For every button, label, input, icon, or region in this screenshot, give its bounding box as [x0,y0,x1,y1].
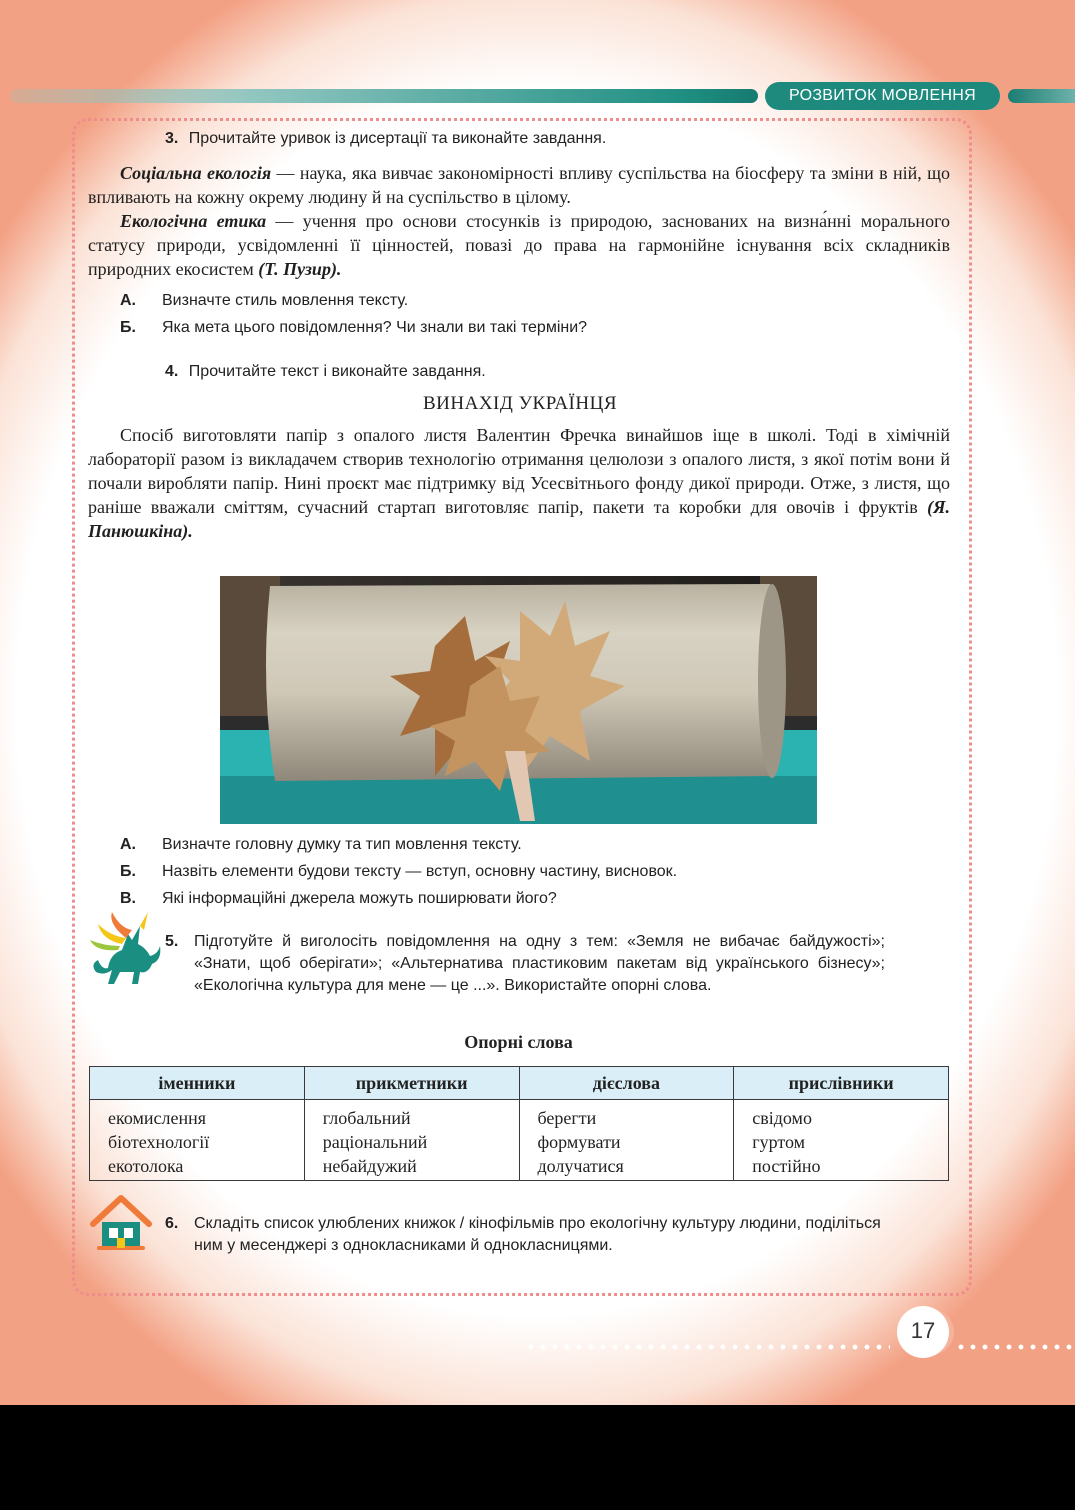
support-words-title: Опорні слова [464,1032,573,1052]
task4-title-text: Прочитайте текст і виконайте завдання. [188,363,486,380]
header-verbs: дієслова [519,1067,734,1100]
header-adjectives: прикметники [304,1067,519,1100]
task4-item-c: В. Які інформаційні джерела можуть поширювати його? [120,890,557,907]
task3-number: 3. [165,130,179,147]
home-icon [89,1194,153,1252]
task5 [165,931,885,997]
text-heading: ВИНАХІД УКРАЇНЦЯ [422,393,618,414]
task3-title-text: Прочитайте уривок із дисертації та виконайте завдання. [188,130,607,147]
task5-number: 5. [165,933,179,950]
definition-ecological-ethics: Екологічна етика — учення про основи стосунків із природою, заснованих на визна́нні морального статусу природи, усвідомленні її цінностей, повазі до права на гармонійне існування всіх складників природних екосистем (Т. Пузир). [88,211,951,279]
footer-dots-left [525,1343,890,1351]
page-number: 17 [897,1306,949,1358]
task4-title [165,362,486,382]
header-adverbs: прислівники [734,1067,949,1100]
footer-dots-right [955,1343,1075,1351]
header-bar [10,89,758,103]
photo-illustration [220,576,817,824]
header-nouns: іменники [90,1067,305,1100]
task3-definitions [88,161,950,281]
verbs-cell: берегти формувати долучатися [519,1100,734,1181]
header-bar-right [1008,89,1075,103]
task3-item-b: Б. Яка мета цього повідомлення? Чи знали ви такі терміни? [120,319,588,336]
task5-text: Підготуйте й виголосіть повідомлення на одну з тем: «Земля не вибачає байдужості»; «Знати, щоб оберігати»; «Альтернатива пластиковим пакетам від українського бізнесу»; «Екологічна культура для мене — це ...». Використайте опорні слова. [194,933,885,994]
task3-item-a: А. Визначте стиль мовлення тексту. [120,292,409,309]
nouns-cell: екомислення біотехнології екотолока [90,1100,305,1181]
unicorn-icon [88,910,163,990]
task4-item-a: А. Визначте головну думку та тип мовлення тексту. [120,836,522,853]
task6-number: 6. [165,1215,179,1232]
adverbs-cell: свідомо гуртом постійно [734,1100,949,1181]
paper-roll-leaves-photo [220,576,817,824]
task3-title [165,129,606,149]
task4-number: 4. [165,363,179,380]
support-words-table [89,1066,949,1181]
task4-item-b: Б. Назвіть елементи будови тексту — вступ, основну частину, висновок. [120,863,678,880]
task6-text: Складіть список улюблених книжок / кінофільмів про екологічну культуру людини, поділіться ним у месенджері з однокласниками й однокласницями. [194,1215,881,1254]
task6 [165,1213,885,1257]
definition-social-ecology: Соціальна екологія — наука, яка вивчає закономірності впливу суспільства на біосферу та зміни в ній, що впливають на кожну окрему людину й на суспільство в цілому. [88,163,951,207]
section-label: РОЗВИТОК МОВЛЕННЯ [765,82,1000,110]
task4-text: Спосіб виготовляти папір з опалого листя Валентин Фречка винайшов іще в школі. Тоді в хімічній лабораторії разом із викладачем створив технологію отримання целюлози з опалого листя, з якої потім вони й почали виробляти папір. Нині проєкт має підтримку від Усесвітнього фонду дикої природи. Отже, з листя, що раніше вважали сміттям, сучасний стартап виготовляє папір, пакети та коробки для овочів і фруктів (Я. Панюшкіна). [88,425,950,541]
adjectives-cell: глобальний раціональний небайдужий [304,1100,519,1181]
